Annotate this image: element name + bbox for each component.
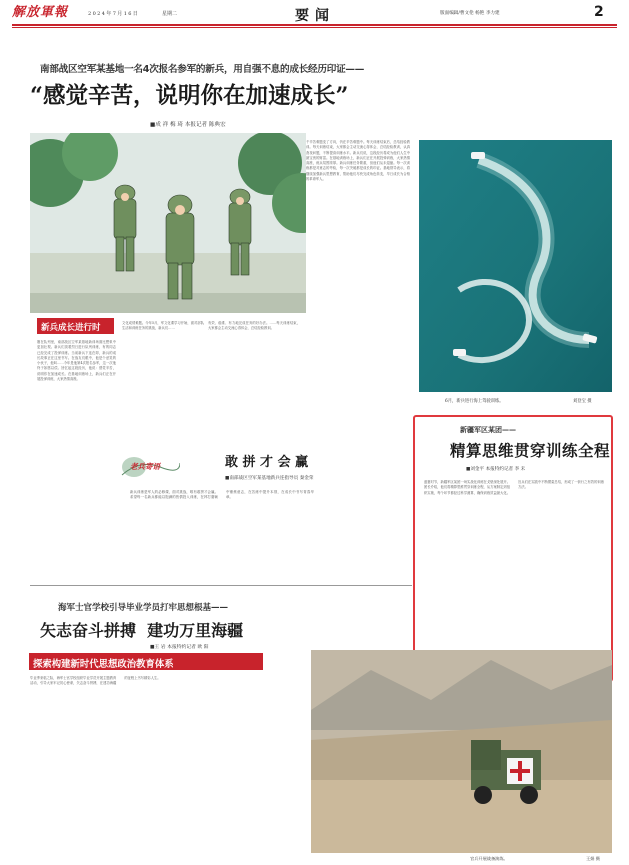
masthead-rule-thin: [12, 27, 617, 28]
page-number[interactable]: 2: [594, 4, 604, 20]
bottom-photo-credit: 王娟 摄: [586, 856, 600, 861]
issue-date: 2024年7月16日: [88, 11, 140, 17]
lead-column-2: 文化成绩难题。今年5月，军文化课学习开始，面对部队生活和训练任务的挑战，新兵们……: [122, 321, 204, 331]
lead-byline: ■成 祥 梅 琦 本报记者 陈典宏: [150, 122, 226, 128]
navy-headline[interactable]: 矢志奋斗拼搏 建功万里海疆: [40, 621, 244, 640]
columnist-byline: ■南部战区空军某基地新兵连指导员 秦金荣: [225, 476, 314, 481]
section-title[interactable]: 要闻: [295, 8, 335, 24]
columnist-body: 新兵训练是军人的必修课，面对挑战，唯有敢拼才会赢。希望每一名新兵都能以饱满的热情投入训练，在摔打磨砺中锤炼意志，在苦练中提升本领，在成长中书写青春华章。: [130, 490, 314, 500]
navy-kicker: 海军士官学校引导毕业学员打牢思想根基——: [58, 603, 229, 613]
navy-body: 毕业季来临之际，海军士官学校组织毕业学员开展主题教育活动，引导大家牢记初心使命，矢志奋斗拼搏，在建功海疆的征程上书写精彩人生。: [30, 676, 161, 686]
columnist-badge: 老兵寄语: [130, 462, 160, 471]
sea-photo-caption: 6月，新兵进行海上驾驶训练。: [445, 399, 504, 404]
lead-column-3: 有效、稳准、有力地完成任务的好办法。……每天训练结束，大家都会主动交流心得体会，总结经验教训。: [208, 321, 300, 331]
right-story-byline: ■刘金平 本报特约记者 李 未: [466, 467, 526, 472]
right-story-headline[interactable]: 精算思维贯穿训练全程: [450, 442, 611, 460]
masthead: [12, 4, 620, 26]
navy-byline: ■王 岩 本报特约记者 欧 阳: [150, 645, 209, 650]
right-story-kicker: 新疆军区某团——: [460, 426, 516, 434]
right-story-body: 盛夏时节，新疆军区某团一场实战化训练在戈壁深处展开。团长介绍，他们将精算思维贯穿训练全程，从方案制定到组织实施，每个环节都经过科学测算，确保训练效益最大化。官兵们在实践中不断摸索总结，形成了一套行之有效的训练方法。: [424, 480, 604, 495]
explore-headline[interactable]: 探索构建新时代思想政治教育体系: [33, 659, 174, 670]
issue-weekday: 星期二: [162, 11, 178, 17]
masthead-rule: [12, 24, 617, 26]
masthead-logo[interactable]: 解放軍報: [12, 5, 69, 20]
sea-photo-credit: 刘登宝 摄: [573, 399, 592, 404]
lead-headline[interactable]: “感觉辛苦，说明你在加速成长”: [30, 83, 349, 109]
columnist-headline[interactable]: 敢 拼 才 会 赢: [225, 455, 309, 470]
lead-illustration: [30, 133, 306, 313]
page-editors: 版面编辑/曹文伦 杨艳 李力建: [440, 11, 500, 16]
lead-kicker: 南部战区空军某基地一名4次报名参军的新兵，用自强不息的成长经历印证——: [40, 64, 365, 75]
lead-subtitle: 新兵成长进行时: [41, 323, 101, 333]
section-divider: [30, 585, 412, 586]
lead-column-1: 刚在队列里，南部战区空军某基地新训场面比想象中更加壮观。新兵们顶着烈日进行队列训练，有的同志已经完成了投弹训练。当前新兵下连在即，新兵的成长故事正在这里书写。在战友们眼中，他是个爱笑的小伙子，他叫……今年是他第4次报名参军，这一次他终于如愿以偿。回忆起这段经历，他说：感觉辛苦，说明你在加速成长。在基地训练场上，新兵们正在开展投弹训练，大家热情高涨。: [37, 340, 116, 382]
bottom-photo: [311, 650, 612, 853]
bottom-photo-caption: 官兵开展战备演练。: [470, 856, 508, 861]
sea-photo: [419, 140, 612, 392]
lead-column-4: 千辛苦难题变了方向，仍在辛苦难题中。每天训练结束后，总结经验教训。每天训练结束，大家都会主动交流心得体会，总结经验教训，认真查找问题，不断提高训练水平。新兵们说，这段经历将成为他们人生中最宝贵的财富。在基地训练场上，新兵们正在开展投弹训练，大家热情高涨，练兵氛围浓厚。新兵训练任务繁重，但他们从未退缩。每一次训练都是对意志的考验，每一次突破都是成长的印证。基地领导表示，将继续加强新兵思想教育，帮助他们尽快完成角色转变，早日成长为合格的革命军人。: [306, 140, 410, 182]
